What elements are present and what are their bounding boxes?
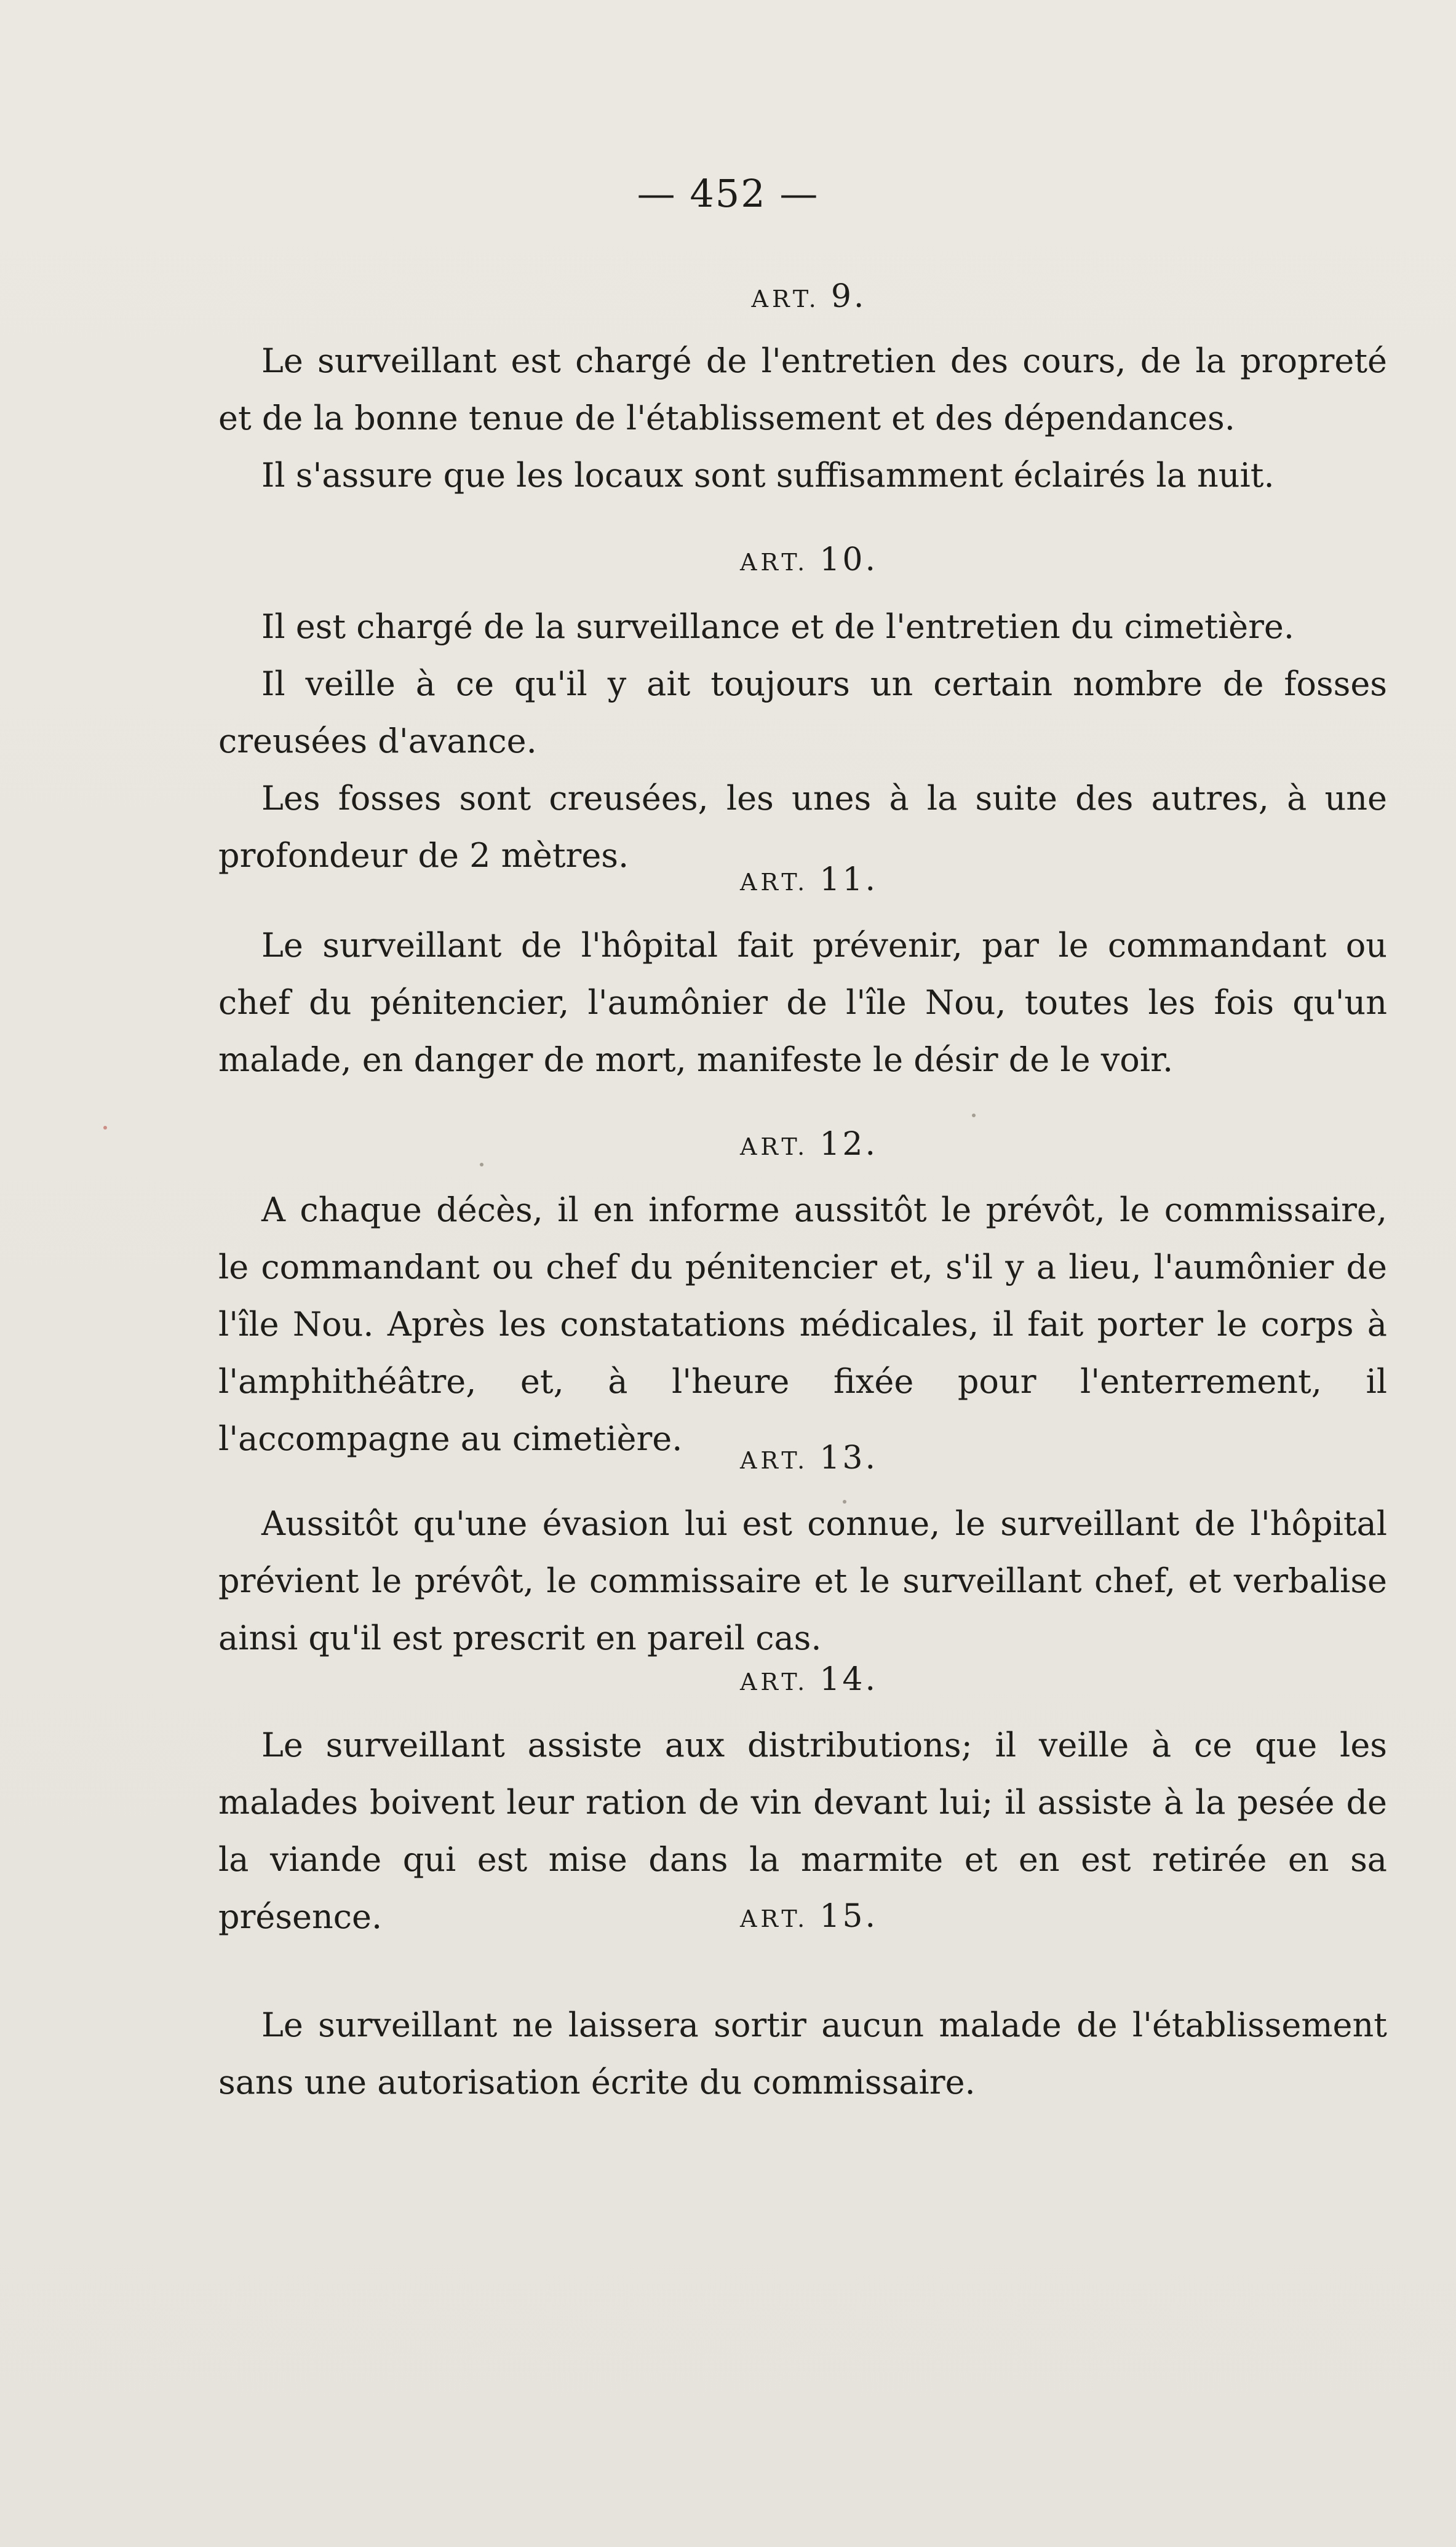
article-heading-prefix: ART. — [739, 549, 809, 576]
article-heading-prefix: ART. — [739, 1905, 809, 1932]
paragraph: Le surveillant est chargé de l'entretien des cours, de la propreté et de la bonne tenue de l'établissement et des dépendances. — [218, 341, 1387, 437]
article-body-13 — [218, 1495, 1387, 1667]
article-body-15 — [218, 1996, 1387, 2111]
paragraph: Les fosses sont creusées, les unes à la suite des autres, à une profondeur de 2 mètres. — [218, 779, 1387, 875]
paper-speck — [480, 1163, 483, 1166]
paragraph: Le surveillant assiste aux distributions; il veille à ce que les malades boivent leur ration de vin devant lui; il assiste à la pesée de la viande qui est mise dans la marmite et en est retirée en sa présence. — [218, 1726, 1387, 1936]
article-heading-14 — [0, 1661, 1456, 1698]
article-heading-11 — [0, 861, 1456, 898]
article-heading-12 — [0, 1126, 1456, 1163]
paragraph: A chaque décès, il en informe aussitôt le prévôt, le commissaire, le commandant ou chef du pénitencier et, s'il y a lieu, l'aumônier de l'île Nou. Après les constatations médicales, il fait porter le corps à l'amphithéâtre, et, à l'heure fixée pour l'enterrement, il l'accompagne au cimetière. — [218, 1190, 1387, 1458]
article-heading-prefix: ART. — [739, 1133, 809, 1160]
article-heading-number: 10. — [819, 541, 878, 578]
article-heading-13 — [0, 1440, 1456, 1477]
article-heading-prefix: ART. — [751, 285, 820, 313]
paragraph: Le surveillant ne laissera sortir aucun malade de l'établissement sans une autorisation écrite du commissaire. — [218, 2006, 1387, 2102]
paragraph: Le surveillant de l'hôpital fait prévenir, par le commandant ou chef du pénitencier, l'aumônier de l'île Nou, toutes les fois qu'un malade, en danger de mort, manifeste le désir de le voir. — [218, 926, 1387, 1079]
article-body-11 — [218, 917, 1387, 1088]
paragraph: Aussitôt qu'une évasion lui est connue, le surveillant de l'hôpital prévient le prévôt, le commissaire et le surveillant chef, et verbalise ainsi qu'il est prescrit en pareil cas. — [218, 1504, 1387, 1657]
paper-speck — [972, 1114, 976, 1117]
paragraph: Il veille à ce qu'il y ait toujours un certain nombre de fosses creusées d'avance. — [218, 664, 1387, 760]
article-body-10 — [218, 598, 1387, 884]
article-heading-number: 14. — [819, 1661, 878, 1698]
article-heading-number: 12. — [819, 1126, 878, 1163]
article-heading-10 — [0, 541, 1456, 578]
article-heading-prefix: ART. — [739, 869, 809, 896]
article-body-12 — [218, 1181, 1387, 1467]
article-heading-number: 15. — [819, 1898, 878, 1935]
paragraph: Il s'assure que les locaux sont suffisamment éclairés la nuit. — [261, 456, 1275, 495]
article-heading-number: 13. — [819, 1440, 878, 1477]
article-heading-prefix: ART. — [739, 1447, 809, 1474]
article-heading-number: 9. — [830, 278, 867, 315]
paper-speck — [843, 1500, 846, 1504]
article-heading-prefix: ART. — [739, 1668, 809, 1696]
paper-speck — [103, 1126, 107, 1130]
article-heading-15 — [0, 1898, 1456, 1935]
paragraph: Il est chargé de la surveillance et de l'entretien du cimetière. — [261, 607, 1295, 646]
article-body-9 — [218, 332, 1387, 504]
page-number: — 452 — — [637, 171, 819, 216]
article-heading-number: 11. — [819, 861, 878, 898]
article-heading-9 — [0, 278, 1456, 315]
